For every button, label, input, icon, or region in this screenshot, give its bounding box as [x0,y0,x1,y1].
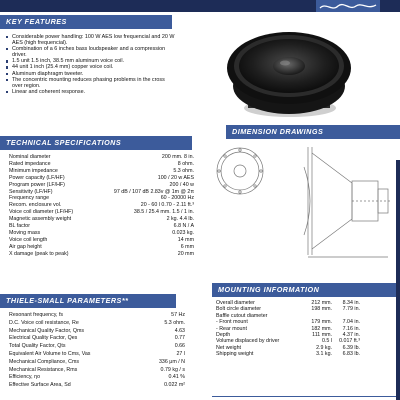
thiele-value: 27 l [176,350,185,357]
thiele-label: Equivalent Air Volume to Cms, Vas [9,350,91,357]
thiele-label: D.C. Voice coil resistance, Re [9,319,79,326]
mounting-information-title: MOUNTING INFORMATION [218,285,320,294]
spec-row [9,202,194,209]
footer-divider [212,396,400,397]
mount-value-imperial: 7.04 in. [342,319,360,326]
spec-label: Air gap height [9,243,42,250]
spec-value: 38.5 / 25.4 mm. 1.5 / 1 in. [133,209,194,216]
mount-value-imperial: 4.37 in. [342,332,360,339]
mount-value-metric: 182 mm. [311,325,332,332]
mounting-table [216,300,360,358]
spec-label: Frequency range [9,195,50,202]
spec-row [9,251,194,258]
thiele-value: 0.41 % [168,374,185,381]
thiele-small-header [0,294,176,308]
mount-label: - Rear mount [216,325,247,332]
mount-value-metric: 3.1 kg. [316,351,332,358]
feature-item: The concentric mounting reduces phasing problems in the cross over region. [5,77,175,89]
spec-row [9,195,194,202]
spec-value: 200 / 40 w [169,181,194,188]
spec-label: Nominal diameter [9,154,51,160]
mount-value-imperial: 7.16 in. [342,325,360,332]
feature-item: Considerable power handling: 100 W AES low frequencial and 20 W AES (high frequencial). [5,34,175,46]
spec-label: Voice coil diameter (LF/HF) [9,209,74,216]
key-features-title: KEY FEATURES [6,17,67,26]
feature-item: 44 unit 1 inch (25.4 mm) copper voice coil. [5,64,175,70]
mount-label: Baffle cutout diameter [216,312,268,319]
spec-value: 6 mm [180,243,194,250]
spec-row [9,244,194,251]
spec-row [9,182,194,189]
spec-value: 20 mm [177,250,194,257]
thiele-small-table [9,312,185,390]
thiele-small-title: THIELE-SMALL PARAMETERS** [6,296,129,305]
mount-label: - Front mount [216,319,248,326]
spec-value: 0.023 kg. [172,229,194,236]
spec-value: 6.8 N / A [173,223,194,230]
mount-label: Shipping weight [216,351,254,358]
spec-value: 100 / 20 w AES [157,174,194,181]
spec-row [9,223,194,230]
spec-label: Voice coil length [9,236,48,243]
spec-row [9,161,194,168]
thiele-value: 4.63 [174,327,185,334]
feature-item: Aluminum diaphragm tweeter. [5,71,175,77]
mount-label: Depth [216,332,231,339]
spec-row [9,237,194,244]
spec-row [9,209,194,216]
spec-row [9,175,194,182]
mount-label: Net weight [216,344,242,351]
thiele-row [9,320,185,328]
thiele-row [9,351,185,359]
mount-value-imperial: 0.017 ft.³ [339,338,360,345]
thiele-row [9,382,185,390]
front-view-drawing [217,148,263,194]
thiele-row [9,367,185,375]
spec-row [9,216,194,223]
spec-label: Moving mass [9,229,41,236]
spec-label: Recom. enclosure vol. [9,202,62,209]
spec-value: 2 kg. 4.4 lb. [166,216,194,223]
thiele-label: Total Quality Factor, Qts [9,343,66,350]
thiele-value: 0.77 [174,335,185,342]
thiele-value: 57 Hz [171,312,185,318]
thiele-row [9,343,185,351]
thiele-label: Mechanical Quality Factor, Qms [9,327,85,334]
key-features-list [5,34,175,95]
technical-specifications-title: TECHNICAL SPECIFICATIONS [6,138,122,147]
spec-label: BL factor [9,223,31,230]
mount-value-imperial: 7.79 in. [342,306,360,313]
thiele-label: Resonant frequency, fs [9,312,64,318]
feature-item: Combination of a 6 inches bass loudspeaker and a compression driver. [5,46,175,58]
thiele-label: Efficiency, ηo [9,374,41,381]
key-features-header [0,15,172,29]
dimension-drawings-header [226,125,400,139]
mount-row [216,351,360,357]
feature-item: 1.5 unit 1.5 inch, 38.5 mm aluminum voice coil. [5,58,175,64]
spec-label: X damage (peak to peak) [9,250,69,257]
spec-label: Program power (LF/HF) [9,181,65,188]
specs-table [9,154,194,258]
thiele-label: Effective Surface Area, Sd [9,382,71,389]
thiele-row [9,312,185,320]
thiele-value: 336 μm / N [158,358,185,365]
spec-value: 20 - 60 l 0.70 - 2.11 ft.³ [140,202,194,209]
spec-value: 200 mm. 8 in. [161,154,194,160]
mount-label: Bolt circle diameter [216,306,262,313]
thiele-value: 5.3 ohm. [164,319,185,326]
spec-label: Rated impedance [9,160,51,167]
spec-row [9,154,194,161]
thiele-value: 0.022 m² [164,382,185,389]
technical-specifications-header [0,136,192,150]
dimension-drawing [212,143,400,261]
mount-value-metric: 2.9 kg. [316,344,332,351]
mount-value-imperial: 6.83 lb. [342,351,360,358]
mount-value-metric: 111 mm. [312,332,332,339]
spec-label: Sensitivity (LF/HF) [9,188,53,195]
mount-value-imperial: 8.34 in. [342,300,360,306]
spec-row [9,230,194,237]
spec-value: 14 mm [177,236,194,243]
spec-label: Power capacity (LF/HF) [9,174,65,181]
thiele-row [9,335,185,343]
mount-value-metric: 0.5 l [321,338,332,345]
mount-value-metric: 179 mm. [311,319,332,326]
spec-value: 60 - 20000 Hz [160,195,194,202]
dimension-drawings-title: DIMENSION DRAWINGS [232,127,324,136]
speaker-product-image [212,16,362,120]
spec-label: Minimum impedance [9,167,58,174]
feature-item: Linear and coherent response. [5,89,175,95]
header-logo-box [316,0,380,12]
thiele-label: Mechanical Compliance, Cms [9,358,80,365]
side-view-drawing [304,147,390,257]
mount-value-imperial: 6.39 lb. [342,344,360,351]
thiele-value: 0.79 kg / s [160,366,185,373]
thiele-label: Electrical Quality Factor, Qes [9,335,78,342]
thiele-row [9,374,185,382]
spec-row [9,168,194,175]
thiele-row [9,359,185,367]
mount-label: Overall diameter [216,300,255,306]
wave-logo-icon [316,1,380,13]
mounting-information-header [212,283,400,297]
spec-value: 97 dB / 107 dB 2.83v @ 1m @ 2π [113,188,194,195]
mount-value-metric: 198 mm. [311,306,332,313]
spec-row [9,189,194,196]
thiele-value: 0.66 [174,343,185,350]
mount-label: Volume displaced by driver [216,338,280,345]
spec-value: 8 ohm. [177,160,194,167]
mount-value-metric: 212 mm. [311,300,332,306]
spec-value: 5.3 ohm. [173,167,194,174]
spec-label: Magnetic assembly weight [9,216,72,223]
thiele-row [9,328,185,336]
right-edge-band [396,160,400,400]
thiele-label: Mechanical Resistance, Rms [9,366,78,373]
